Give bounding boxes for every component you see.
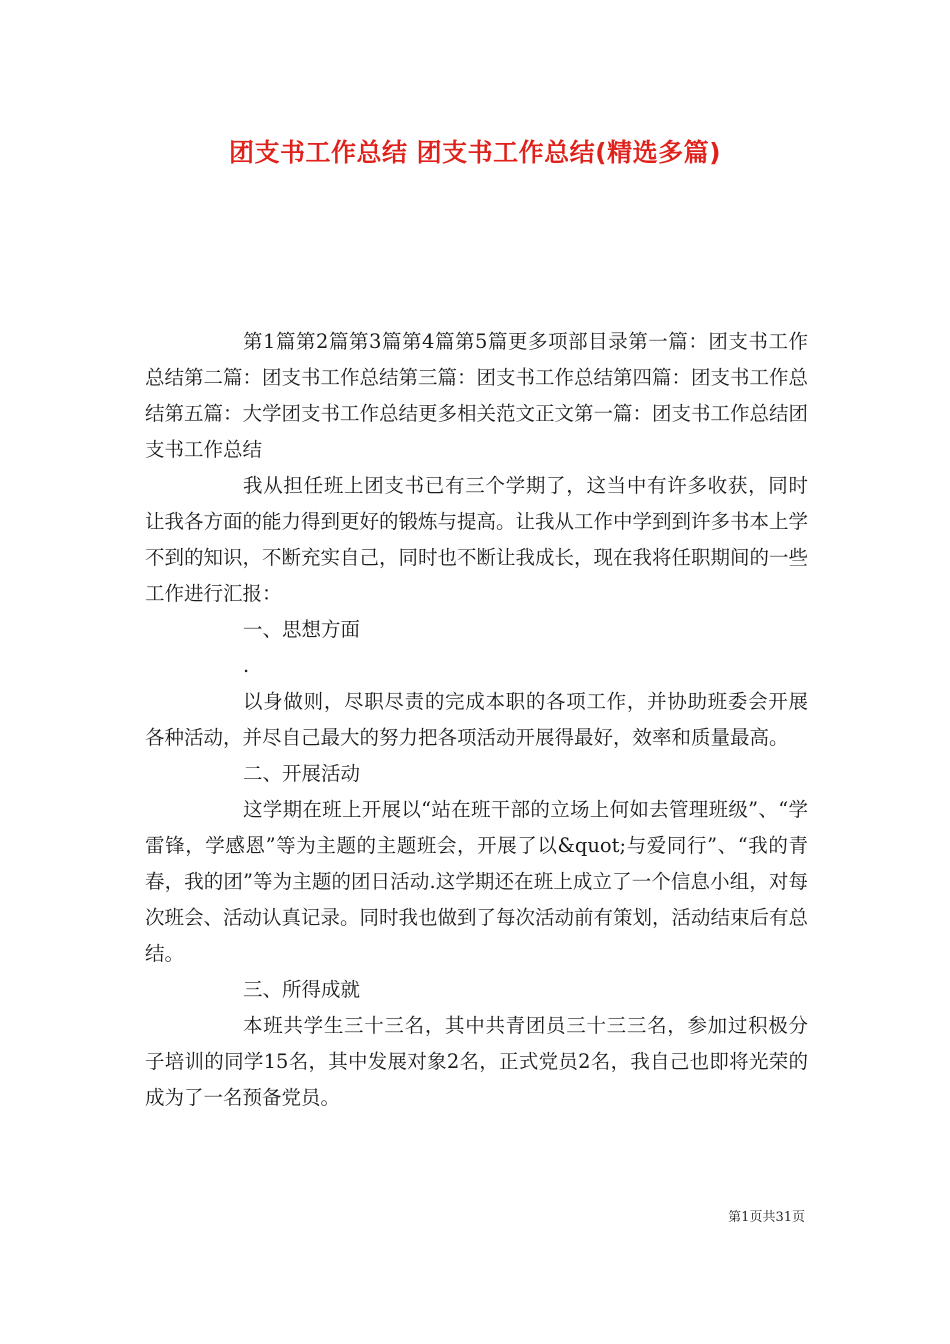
page-number: 第1页共31页 (728, 1210, 805, 1225)
section-heading-activities: 二、开展活动 (243, 762, 361, 785)
stray-dot: . (243, 654, 250, 677)
achievements-paragraph: 本班共学生三十三名，其中共青团员三十三三名，参加过积极分子培训的同学15名，其中发展对象2名，正式党员2名，我自己也即将光荣的成为了一名预备党员。 (145, 1014, 808, 1109)
section-heading-achievements: 三、所得成就 (243, 978, 361, 1001)
thought-paragraph: 以身做则，尽职尽责的完成本职的各项工作，并协助班委会开展各种活动，并尽自己最大的努力把各项活动开展得最好，效率和质量最高。 (145, 690, 808, 749)
activities-paragraph: 这学期在班上开展以“站在班干部的立场上何如去管理班级”、“学雷锋，学感恩”等为主题的主题班会，开展了以&quot;与爱同行”、“我的青春，我的团”等为主题的团日活动.这学期还在班上成立了一个信息小组，对每次班会、活动认真记录。同时我也做到了每次活动前有策划，活动结束后有总结。 (145, 798, 809, 965)
document-body (145, 324, 808, 1116)
table-of-contents-paragraph: 第1篇第2篇第3篇第4篇第5篇更多项部目录第一篇：团支书工作总结第二篇：团支书工作总结第三篇：团支书工作总结第四篇：团支书工作总结第五篇：大学团支书工作总结更多相关范文正文第一篇：团支书工作总结团支书工作总结 (145, 330, 809, 461)
intro-paragraph: 我从担任班上团支书已有三个学期了，这当中有许多收获，同时让我各方面的能力得到更好的锻炼与提高。让我从工作中学到到许多书本上学不到的知识，不断充实自己，同时也不断让我成长，现在我将任职期间的一些工作进行汇报： (145, 474, 809, 605)
section-heading-thought: 一、思想方面 (243, 618, 361, 641)
document-title: 团支书工作总结 团支书工作总结(精选多篇) (228, 138, 722, 167)
